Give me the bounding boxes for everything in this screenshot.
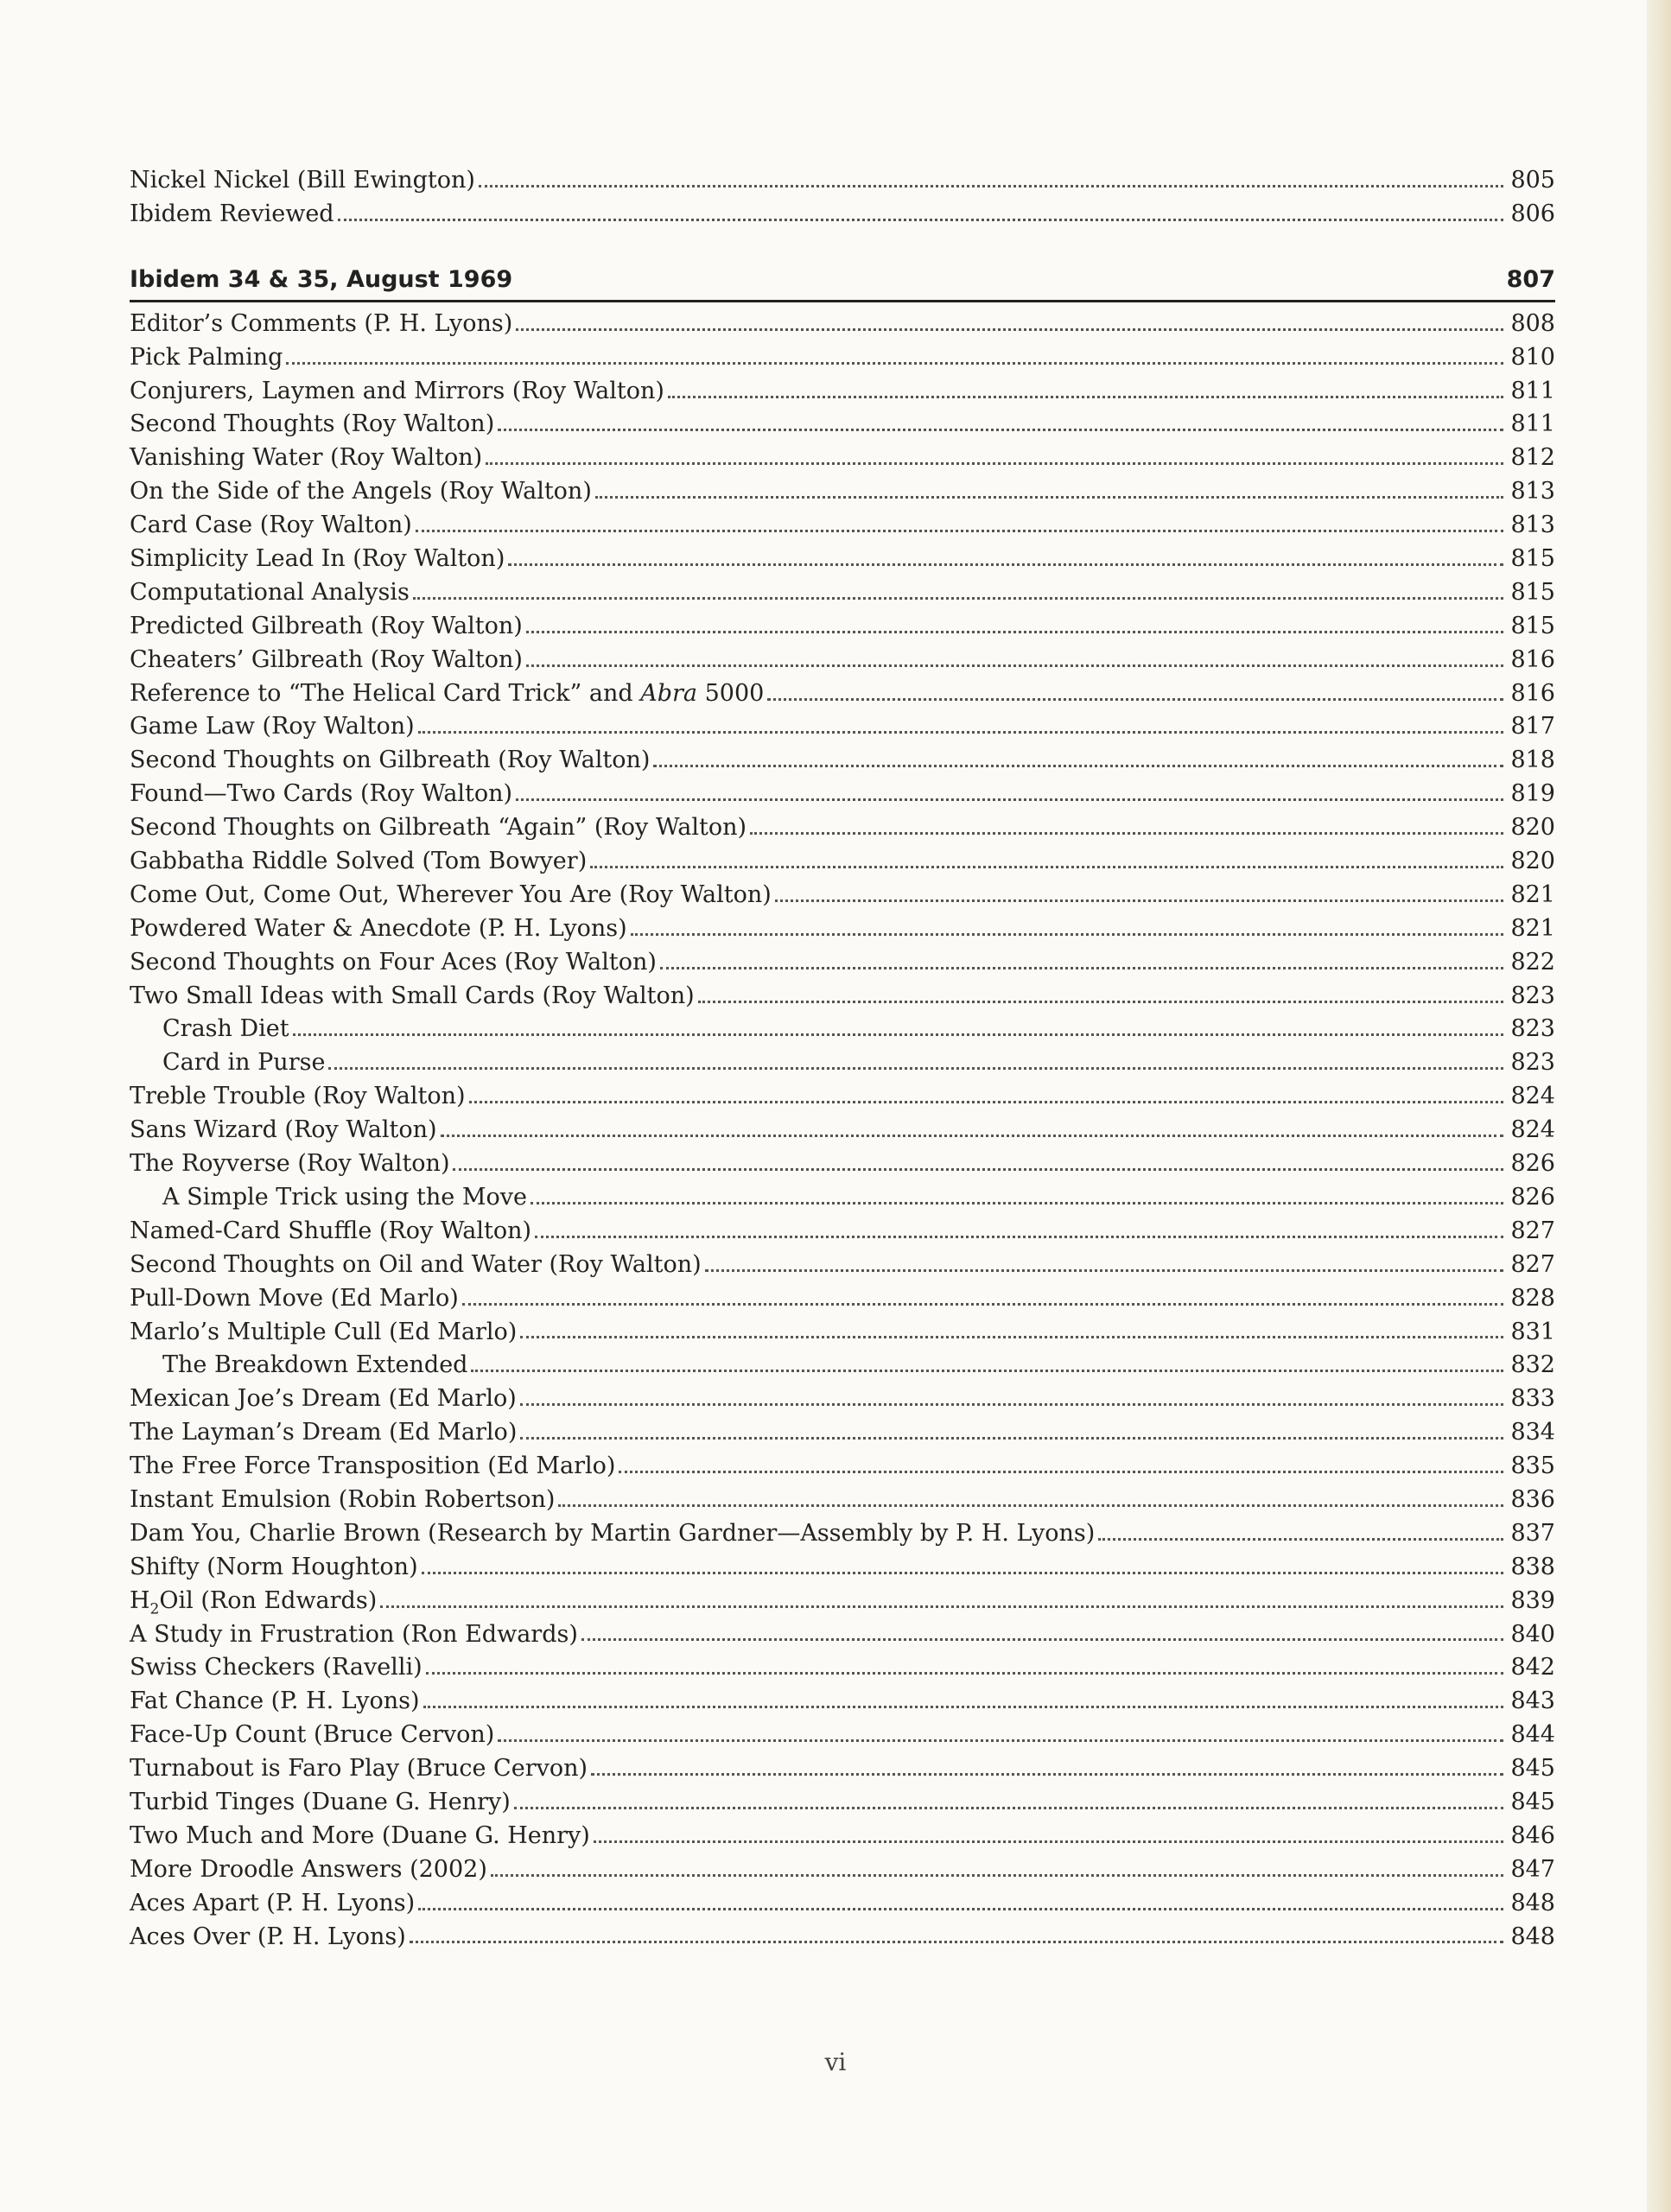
dot-leader xyxy=(286,362,1503,365)
dot-leader xyxy=(595,496,1503,499)
dot-leader xyxy=(767,698,1503,701)
toc-entry xyxy=(130,1921,1555,1955)
toc-entry-page: 805 xyxy=(1510,167,1555,194)
toc-entry xyxy=(130,543,1555,576)
toc-entry-page: 845 xyxy=(1510,1755,1555,1783)
toc-entry-title: Second Thoughts on Gilbreath (Roy Walton) xyxy=(130,747,651,774)
toc-entry xyxy=(130,1249,1555,1282)
dot-leader xyxy=(668,396,1503,398)
toc-entry xyxy=(130,677,1555,711)
toc-entry-title: Computational Analysis xyxy=(130,578,410,606)
dot-leader xyxy=(594,1840,1503,1843)
toc-entry-page: 816 xyxy=(1510,679,1555,707)
dot-leader xyxy=(508,563,1503,566)
dot-leader xyxy=(516,798,1503,801)
dot-leader xyxy=(520,1437,1503,1440)
top-entries-list xyxy=(130,164,1555,232)
toc-entry-title: Face-Up Count (Bruce Cervon) xyxy=(130,1721,495,1749)
dot-leader xyxy=(591,1773,1503,1776)
toc-entry-title: On the Side of the Angels (Roy Walton) xyxy=(130,478,592,505)
toc-entry-title: Come Out, Come Out, Wherever You Are (Roy Walton) xyxy=(130,880,772,908)
toc-entry xyxy=(130,1685,1555,1719)
toc-entry-page: 822 xyxy=(1510,948,1555,976)
toc-entry-title: Second Thoughts (Roy Walton) xyxy=(130,410,495,438)
toc-entry xyxy=(130,341,1555,375)
dot-leader xyxy=(498,1739,1503,1742)
toc-entry-page: 820 xyxy=(1510,848,1555,875)
toc-entry-page: 827 xyxy=(1510,1250,1555,1278)
toc-entry-title: Card Case (Roy Walton) xyxy=(130,512,412,539)
dot-leader xyxy=(426,1672,1503,1675)
toc-entry-page: 844 xyxy=(1510,1721,1555,1749)
toc-entry xyxy=(130,1651,1555,1685)
toc-entry-title: Dam You, Charlie Brown (Research by Martin Gardner—Assembly by P. H. Lyons) xyxy=(130,1519,1096,1547)
toc-entry-page: 823 xyxy=(1510,1015,1555,1043)
dot-leader xyxy=(660,967,1503,969)
toc-entry-title: Found—Two Cards (Roy Walton) xyxy=(130,780,513,808)
toc-entry xyxy=(130,509,1555,543)
dot-leader xyxy=(422,1572,1503,1574)
toc-entry xyxy=(130,164,1555,198)
toc-entry-title: Aces Over (P. H. Lyons) xyxy=(130,1923,406,1950)
dot-leader xyxy=(418,731,1503,734)
toc-entry xyxy=(130,1517,1555,1551)
toc-entry-title: Cheaters’ Gilbreath (Roy Walton) xyxy=(130,645,523,673)
toc-entry-page: 824 xyxy=(1510,1116,1555,1144)
toc-entry-page: 815 xyxy=(1510,545,1555,573)
toc-entry xyxy=(130,946,1555,980)
dot-leader xyxy=(526,631,1503,633)
toc-entry-page: 811 xyxy=(1510,410,1555,438)
toc-entry-page: 839 xyxy=(1510,1586,1555,1614)
dot-leader xyxy=(653,765,1503,767)
dot-leader xyxy=(338,219,1503,221)
entries-list xyxy=(130,308,1555,1955)
toc-entry-title: Simplicity Lead In (Roy Walton) xyxy=(130,545,505,573)
dot-leader xyxy=(558,1504,1503,1507)
toc-entry-page: 848 xyxy=(1510,1889,1555,1916)
toc-entry-title: Instant Emulsion (Robin Robertson) xyxy=(130,1485,556,1513)
toc-entry-page: 815 xyxy=(1510,578,1555,606)
toc-entry-page: 827 xyxy=(1510,1217,1555,1244)
toc-entry-page: 808 xyxy=(1510,309,1555,337)
toc-entry xyxy=(130,879,1555,912)
toc-entry xyxy=(130,1046,1555,1080)
section-title: Ibidem 34 & 35, August 1969 xyxy=(130,265,513,293)
toc-entry-title: Nickel Nickel (Bill Ewington) xyxy=(130,167,475,194)
dot-leader xyxy=(516,328,1503,331)
toc-entry-page: 836 xyxy=(1510,1485,1555,1513)
toc-entry-page: 821 xyxy=(1510,914,1555,942)
toc-entry-page: 828 xyxy=(1510,1284,1555,1312)
toc-entry-title: Pick Palming xyxy=(130,343,283,371)
toc-entry-title: Treble Trouble (Roy Walton) xyxy=(130,1083,466,1110)
toc-entry-title: Marlo’s Multiple Cull (Ed Marlo) xyxy=(130,1318,518,1345)
dot-leader xyxy=(418,1908,1503,1910)
toc-entry xyxy=(130,1080,1555,1114)
toc-entry-page: 826 xyxy=(1510,1150,1555,1178)
toc-entry-page: 812 xyxy=(1510,444,1555,472)
toc-entry-page: 823 xyxy=(1510,1049,1555,1077)
toc-entry-page: 806 xyxy=(1510,200,1555,227)
toc-entry xyxy=(130,1181,1555,1215)
toc-entry xyxy=(130,610,1555,644)
table-of-contents xyxy=(130,164,1555,1954)
toc-entry-title: The Royverse (Roy Walton) xyxy=(130,1150,450,1178)
dot-leader xyxy=(469,1101,1503,1103)
toc-entry xyxy=(130,1282,1555,1316)
toc-entry xyxy=(130,1450,1555,1484)
dot-leader xyxy=(531,1202,1503,1205)
dot-leader xyxy=(526,664,1503,667)
toc-entry xyxy=(130,744,1555,778)
toc-entry xyxy=(130,1618,1555,1652)
toc-entry-page: 833 xyxy=(1510,1385,1555,1413)
toc-entry-page: 848 xyxy=(1510,1923,1555,1950)
toc-entry xyxy=(130,1316,1555,1350)
section-heading xyxy=(130,266,1555,302)
toc-entry xyxy=(130,778,1555,811)
dot-leader xyxy=(535,1236,1503,1238)
toc-entry xyxy=(130,375,1555,409)
toc-entry-title: Editor’s Comments (P. H. Lyons) xyxy=(130,309,513,337)
toc-entry xyxy=(130,1484,1555,1517)
dot-leader xyxy=(471,1370,1503,1372)
toc-entry-page: 831 xyxy=(1510,1318,1555,1345)
toc-entry xyxy=(130,1820,1555,1853)
toc-entry-title: Sans Wizard (Roy Walton) xyxy=(130,1116,437,1144)
toc-entry xyxy=(130,1147,1555,1181)
dot-leader xyxy=(441,1135,1503,1137)
dot-leader xyxy=(328,1067,1503,1070)
toc-entry-page: 843 xyxy=(1510,1688,1555,1715)
dot-leader xyxy=(750,832,1503,835)
toc-entry-page: 817 xyxy=(1510,713,1555,741)
toc-entry-page: 813 xyxy=(1510,478,1555,505)
page-edge-shadow xyxy=(1647,0,1671,2212)
toc-entry-title: Turnabout is Faro Play (Bruce Cervon) xyxy=(130,1755,588,1783)
toc-entry-title: Swiss Checkers (Ravelli) xyxy=(130,1654,423,1681)
dot-leader xyxy=(380,1605,1503,1608)
toc-entry-title: Conjurers, Laymen and Mirrors (Roy Walton) xyxy=(130,377,664,404)
toc-entry-page: 840 xyxy=(1510,1620,1555,1648)
dot-leader xyxy=(491,1874,1503,1877)
toc-entry-title: Aces Apart (P. H. Lyons) xyxy=(130,1889,416,1916)
dot-leader xyxy=(498,429,1503,431)
toc-entry-title: Powdered Water & Anecdote (P. H. Lyons) xyxy=(130,914,627,942)
toc-entry-page: 821 xyxy=(1510,880,1555,908)
toc-entry xyxy=(130,198,1555,232)
toc-entry-title: Ibidem Reviewed xyxy=(130,200,334,227)
toc-entry xyxy=(130,1349,1555,1382)
toc-entry-page: 838 xyxy=(1510,1553,1555,1580)
toc-entry-title: Vanishing Water (Roy Walton) xyxy=(130,444,483,472)
toc-entry-page: 832 xyxy=(1510,1351,1555,1379)
toc-entry xyxy=(130,1382,1555,1416)
toc-entry xyxy=(130,408,1555,442)
toc-entry-title: Second Thoughts on Four Aces (Roy Walton) xyxy=(130,948,657,976)
toc-entry-title: Game Law (Roy Walton) xyxy=(130,713,415,741)
dot-leader xyxy=(423,1706,1504,1708)
dot-leader xyxy=(486,462,1503,465)
toc-entry-title: Second Thoughts on Gilbreath “Again” (Roy Walton) xyxy=(130,814,747,842)
toc-entry xyxy=(130,442,1555,475)
toc-entry-title: A Simple Trick using the Move xyxy=(162,1183,527,1211)
toc-entry-title: Crash Diet xyxy=(162,1015,289,1043)
toc-entry-page: 818 xyxy=(1510,747,1555,774)
toc-entry-page: 835 xyxy=(1510,1452,1555,1480)
page-number-folio: vi xyxy=(824,2048,847,2076)
toc-entry xyxy=(130,1853,1555,1887)
toc-entry-title: Reference to “The Helical Card Trick” and Abra 5000 xyxy=(130,679,765,707)
toc-entry xyxy=(130,1719,1555,1752)
toc-entry xyxy=(130,912,1555,946)
toc-entry xyxy=(130,475,1555,509)
toc-entry-page: 845 xyxy=(1510,1788,1555,1815)
toc-entry xyxy=(130,1013,1555,1046)
toc-entry-title: Named-Card Shuffle (Roy Walton) xyxy=(130,1217,532,1244)
toc-entry-page: 820 xyxy=(1510,814,1555,842)
toc-entry-title: The Breakdown Extended xyxy=(162,1351,468,1379)
dot-leader xyxy=(416,530,1503,532)
toc-entry-page: 811 xyxy=(1510,377,1555,404)
toc-entry-title: Second Thoughts on Oil and Water (Roy Walton) xyxy=(130,1250,702,1278)
toc-entry-title: A Study in Frustration (Ron Edwards) xyxy=(130,1620,578,1648)
dot-leader xyxy=(514,1807,1503,1809)
dot-leader xyxy=(293,1033,1503,1036)
toc-entry-title: Two Much and More (Duane G. Henry) xyxy=(130,1821,590,1849)
toc-entry-title: Two Small Ideas with Small Cards (Roy Walton) xyxy=(130,982,695,1009)
toc-entry xyxy=(130,980,1555,1014)
toc-entry-page: 847 xyxy=(1510,1855,1555,1883)
toc-entry-page: 816 xyxy=(1510,645,1555,673)
toc-entry-page: 819 xyxy=(1510,780,1555,808)
toc-entry-page: 842 xyxy=(1510,1654,1555,1681)
dot-leader xyxy=(698,1001,1503,1003)
toc-entry-title: Pull-Down Move (Ed Marlo) xyxy=(130,1284,459,1312)
toc-entry xyxy=(130,308,1555,341)
toc-entry xyxy=(130,1416,1555,1450)
toc-entry-title: More Droodle Answers (2002) xyxy=(130,1855,487,1883)
toc-entry xyxy=(130,811,1555,845)
toc-entry-title: Mexican Joe’s Dream (Ed Marlo) xyxy=(130,1385,517,1413)
dot-leader xyxy=(590,866,1503,868)
toc-entry xyxy=(130,1215,1555,1249)
dot-leader xyxy=(619,1471,1503,1473)
dot-leader xyxy=(453,1168,1503,1171)
toc-entry xyxy=(130,1585,1555,1618)
dot-leader xyxy=(775,899,1503,902)
toc-entry-page: 846 xyxy=(1510,1821,1555,1849)
toc-entry-title: Card in Purse xyxy=(162,1049,326,1077)
toc-entry xyxy=(130,710,1555,744)
toc-entry-title: Predicted Gilbreath (Roy Walton) xyxy=(130,612,523,639)
toc-entry-title: The Free Force Transposition (Ed Marlo) xyxy=(130,1452,616,1480)
dot-leader xyxy=(479,185,1503,188)
dot-leader xyxy=(631,933,1503,936)
dot-leader xyxy=(520,1336,1503,1338)
toc-entry xyxy=(130,1887,1555,1921)
toc-entry xyxy=(130,1551,1555,1585)
section-page: 807 xyxy=(1506,265,1555,293)
toc-entry xyxy=(130,1752,1555,1786)
toc-entry-page: 834 xyxy=(1510,1419,1555,1446)
toc-entry xyxy=(130,845,1555,879)
dot-leader xyxy=(410,1941,1503,1943)
dot-leader xyxy=(1098,1538,1503,1541)
toc-entry-page: 837 xyxy=(1510,1519,1555,1547)
toc-entry-title: Shifty (Norm Houghton) xyxy=(130,1553,418,1580)
toc-entry-page: 824 xyxy=(1510,1083,1555,1110)
toc-entry xyxy=(130,1786,1555,1820)
toc-entry-title: The Layman’s Dream (Ed Marlo) xyxy=(130,1419,518,1446)
toc-entry-title: Gabbatha Riddle Solved (Tom Bowyer) xyxy=(130,848,588,875)
dot-leader xyxy=(462,1303,1503,1306)
toc-entry-page: 810 xyxy=(1510,343,1555,371)
dot-leader xyxy=(705,1269,1503,1272)
toc-entry xyxy=(130,576,1555,610)
dot-leader xyxy=(520,1403,1503,1406)
toc-entry-title: Turbid Tinges (Duane G. Henry) xyxy=(130,1788,511,1815)
toc-entry xyxy=(130,1114,1555,1147)
toc-entry-page: 823 xyxy=(1510,982,1555,1009)
toc-entry-title: $H_2Oil$ (Ron Edwards) xyxy=(130,1586,378,1618)
toc-entry-page: 813 xyxy=(1510,512,1555,539)
toc-entry-page: 826 xyxy=(1510,1183,1555,1211)
dot-leader xyxy=(581,1638,1503,1641)
toc-entry-title: Fat Chance (P. H. Lyons) xyxy=(130,1688,420,1715)
dot-leader xyxy=(413,597,1503,600)
toc-entry-page: 815 xyxy=(1510,612,1555,639)
toc-entry xyxy=(130,644,1555,677)
